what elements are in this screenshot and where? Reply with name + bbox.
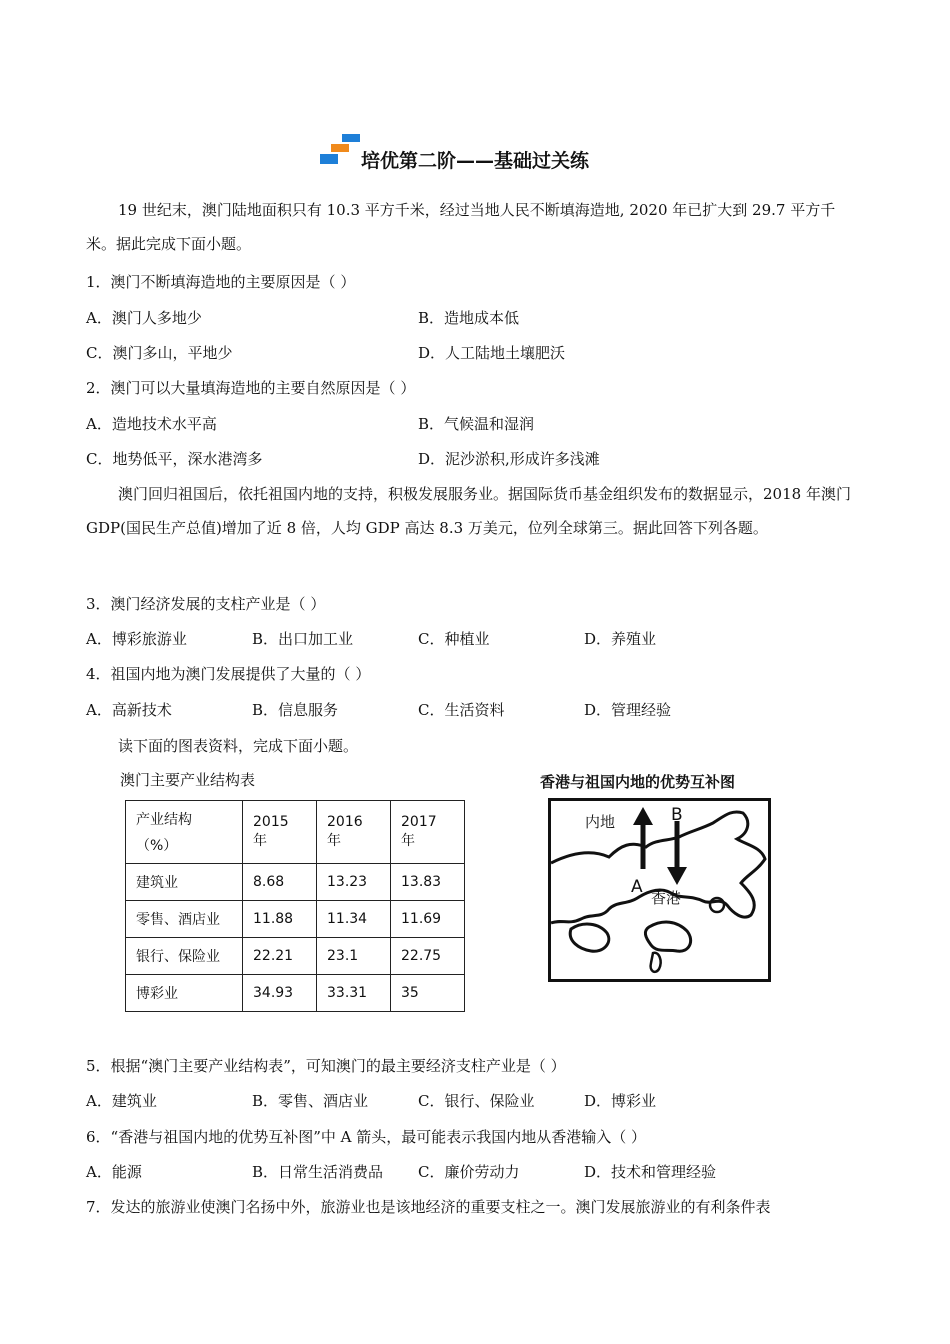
question-5-option-b[interactable]: B．零售、酒店业 xyxy=(252,1092,369,1110)
map-label-a: A xyxy=(631,877,643,897)
intro-paragraph-1: 19 世纪末，澳门陆地面积只有 10.3 平方千米，经过当地人民不断填海造地, 2020 年已扩大到 29.7 平方千米。据此完成下面小题。 xyxy=(86,201,836,253)
question-6-option-b[interactable]: B．日常生活消费品 xyxy=(252,1163,384,1181)
table-header-label xyxy=(126,801,243,864)
map-label-hk: 香港 xyxy=(651,889,682,907)
table-row-label: 银行、保险业 xyxy=(126,938,243,975)
hk-mainland-map xyxy=(548,798,771,982)
table-cell: 35 xyxy=(391,975,465,1012)
question-5-option-d[interactable]: D．博彩业 xyxy=(584,1092,657,1110)
lantau-island xyxy=(570,924,609,951)
question-3-option-c[interactable]: C．种植业 xyxy=(418,630,490,648)
table-header-row xyxy=(126,801,465,864)
question-4-option-a[interactable]: A．高新技术 xyxy=(86,701,172,719)
question-2-option-b[interactable]: B．气候温和湿润 xyxy=(418,415,535,433)
table-cell: 23.1 xyxy=(317,938,391,975)
table-cell: 13.83 xyxy=(391,864,465,901)
question-4-option-c[interactable]: C．生活资料 xyxy=(418,701,505,719)
map-label-mainland: 内地 xyxy=(585,813,616,831)
map-label-b: B xyxy=(671,805,683,825)
table-cell: 22.75 xyxy=(391,938,465,975)
question-6-option-d[interactable]: D．技术和管理经验 xyxy=(584,1163,717,1181)
table-header-line-2: （%） xyxy=(136,838,178,854)
question-2-stem: 2．澳门可以大量填海造地的主要自然原因是（ ） xyxy=(86,379,416,397)
question-5-stem: 5．根据“澳门主要产业结构表”，可知澳门的最主要经济支柱产业是（ ） xyxy=(86,1057,566,1075)
question-1-option-a[interactable]: A．澳门人多地少 xyxy=(86,309,202,327)
table-caption: 澳门主要产业结构表 xyxy=(120,771,256,789)
hk-island xyxy=(645,922,690,951)
question-7-stem: 7．发达的旅游业使澳门名扬中外，旅游业也是该地经济的重要支柱之一。澳门发展旅游业的有利条件表 xyxy=(86,1198,771,1216)
question-5-option-a[interactable]: A．建筑业 xyxy=(86,1092,157,1110)
table-cell: 8.68 xyxy=(243,864,317,901)
table-cell: 13.23 xyxy=(317,864,391,901)
table-header-line-1: 产业结构 xyxy=(136,812,192,828)
question-4-option-b[interactable]: B．信息服务 xyxy=(252,701,339,719)
question-2-option-d[interactable]: D．泥沙淤积,形成许多浅滩 xyxy=(418,450,600,468)
arrow-b-head xyxy=(667,867,687,885)
intro-paragraph-2: 澳门回归祖国后，依托祖国内地的支持，积极发展服务业。据国际货币基金组织发布的数据显示，2018 年澳门 GDP(国民生产总值)增加了近 8 倍，人均 GDP 高达 8.3 万美元，位列全球第三。据此回答下列各题。 xyxy=(86,485,851,537)
table-cell: 11.34 xyxy=(317,901,391,938)
lamma-island xyxy=(651,953,661,972)
question-5-option-c[interactable]: C．银行、保险业 xyxy=(418,1092,535,1110)
question-3-option-d[interactable]: D．养殖业 xyxy=(584,630,657,648)
table-header-year: 2017 年 xyxy=(391,801,465,864)
table-row xyxy=(126,864,465,901)
question-6-option-c[interactable]: C．廉价劳动力 xyxy=(418,1163,520,1181)
table-row-label: 零售、酒店业 xyxy=(126,901,243,938)
question-1-option-b[interactable]: B．造地成本低 xyxy=(418,309,520,327)
table-cell: 11.88 xyxy=(243,901,317,938)
question-6-stem: 6．“香港与祖国内地的优势互补图”中 A 箭头，最可能表示我国内地从香港输入（ ） xyxy=(86,1128,647,1146)
table-row xyxy=(126,975,465,1012)
table-row xyxy=(126,938,465,975)
intro-paragraph-3: 读下面的图表资料，完成下面小题。 xyxy=(118,737,359,755)
question-1-option-c[interactable]: C．澳门多山，平地少 xyxy=(86,344,233,362)
table-cell: 22.21 xyxy=(243,938,317,975)
question-1-stem: 1．澳门不断填海造地的主要原因是（ ） xyxy=(86,273,356,291)
table-header-year: 2015 年 xyxy=(243,801,317,864)
table-header-year: 2016 年 xyxy=(317,801,391,864)
question-3-stem: 3．澳门经济发展的支柱产业是（ ） xyxy=(86,595,326,613)
table-row xyxy=(126,901,465,938)
question-2-option-a[interactable]: A．造地技术水平高 xyxy=(86,415,217,433)
table-cell: 11.69 xyxy=(391,901,465,938)
arrow-a-head xyxy=(633,807,653,825)
question-3-option-b[interactable]: B．出口加工业 xyxy=(252,630,354,648)
question-4-stem: 4．祖国内地为澳门发展提供了大量的（ ） xyxy=(86,665,371,683)
question-4-option-d[interactable]: D．管理经验 xyxy=(584,701,672,719)
map-title: 香港与祖国内地的优势互补图 xyxy=(540,773,736,791)
table-cell: 33.31 xyxy=(317,975,391,1012)
question-6-option-a[interactable]: A．能源 xyxy=(86,1163,142,1181)
table-row-label: 博彩业 xyxy=(126,975,243,1012)
page-title: 培优第二阶——基础过关练 xyxy=(360,150,589,172)
question-2-option-c[interactable]: C．地势低平，深水港湾多 xyxy=(86,450,263,468)
question-3-option-a[interactable]: A．博彩旅游业 xyxy=(86,630,187,648)
table-cell: 34.93 xyxy=(243,975,317,1012)
table-row-label: 建筑业 xyxy=(126,864,243,901)
question-1-option-d[interactable]: D．人工陆地土壤肥沃 xyxy=(418,344,566,362)
industry-structure-table xyxy=(125,800,465,1012)
